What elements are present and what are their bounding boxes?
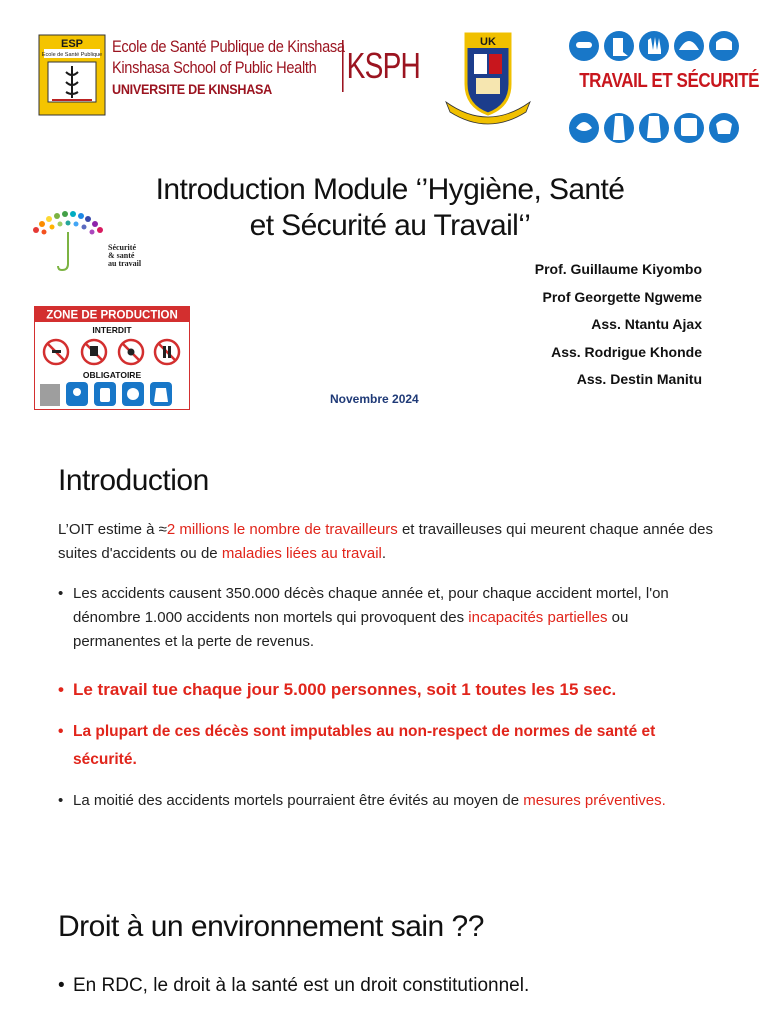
school-name-fr: Ecole de Santé Publique de Kinshasa: [112, 37, 345, 56]
list-item: [58, 582, 718, 654]
presentation-date: Novembre 2024: [330, 392, 419, 406]
intro-highlight: maladies liées au travail: [221, 545, 382, 562]
bullet-highlight: incapacités partielles: [468, 609, 608, 626]
umbrella-logo-text-1: Sécurité: [108, 243, 136, 252]
intro-text: et travailleuses qui meurent chaque année des suites d'accidents ou de: [58, 521, 713, 562]
list-item: • Le travail tue chaque jour 5.000 personnes, soit 1 toutes les 15 sec.: [58, 678, 718, 702]
intro-text: .: [381, 545, 387, 562]
bullet-non-respect-norms: [58, 718, 718, 774]
title-line-2: et Sécurité au Travail‘’: [249, 209, 531, 242]
presentation-title: [80, 172, 700, 244]
bullet-constitutional-right: [58, 972, 718, 1000]
bullet-highlight: mesures préventives.: [523, 792, 666, 809]
author-name: Ass. Ntantu Ajax: [591, 316, 702, 332]
umbrella-logo-text-3: au travail: [108, 259, 142, 268]
zone-sign-forbidden-label: INTERDIT: [92, 325, 132, 335]
uk-crest-text: UK: [480, 36, 496, 48]
bullet-accidents: [58, 582, 718, 654]
author-name: Prof Georgette Ngweme: [542, 288, 702, 305]
title-line-1: Introduction Module ‘’Hygiène, Santé: [155, 173, 625, 206]
author-name: Ass. Rodrigue Khonde: [551, 343, 702, 360]
bullet-text: La moitié des accidents mortels pourraient être évités au moyen de: [73, 792, 524, 809]
uk-crest-logo: [438, 32, 538, 128]
author-name: Ass. Destin Manitu: [576, 371, 702, 387]
list-item: [58, 788, 718, 814]
author-name: Prof. Guillaume Kiyombo: [534, 261, 702, 277]
authors-list: [535, 256, 702, 394]
esp-logo-title: ESP: [60, 38, 84, 50]
esp-logo: [38, 34, 106, 116]
bullet-text: ou permanentes et la perte de revenus.: [73, 609, 629, 650]
bullet-text: Les accidents causent 350.000 décès chaque année et, pour chaque accident mortel, l'on dénombre 1.000 accidents non mortels qui provoquent des: [73, 585, 669, 626]
zone-sign-mandatory-label: OBLIGATOIRE: [82, 370, 142, 380]
bullet-preventable: [58, 788, 718, 814]
intro-paragraph: [58, 518, 718, 566]
production-zone-sign: [34, 306, 190, 410]
bullet-deaths-per-day: [58, 678, 718, 702]
section-heading-right-to-environment: Droit à un environnement sain ??: [58, 910, 484, 943]
intro-text: L’OIT estime à ≈: [58, 521, 167, 538]
school-name-en: Kinshasa School of Public Health: [112, 58, 317, 78]
intro-highlight: 2 millions le nombre de travailleurs: [166, 521, 398, 538]
section-heading-introduction: Introduction: [58, 464, 209, 497]
ksph-logo-text: KSPH: [342, 40, 420, 92]
zone-sign-title: ZONE DE PRODUCTION: [46, 309, 178, 322]
esp-logo-subtitle: Ecole de Santé Publique: [41, 52, 103, 58]
umbrella-logo-text-2: & santé: [108, 251, 135, 260]
safety-panel-title: TRAVAIL ET SÉCURITÉ: [579, 70, 760, 92]
list-item: • La plupart de ces décès sont imputables au non-respect de normes de santé et sécurité.: [58, 718, 718, 774]
safety-health-umbrella-logo: [30, 208, 142, 276]
list-item: • En RDC, le droit à la santé est un droit constitutionnel.: [58, 972, 718, 1000]
university-name: UNIVERSITE DE KINSHASA: [112, 80, 272, 97]
